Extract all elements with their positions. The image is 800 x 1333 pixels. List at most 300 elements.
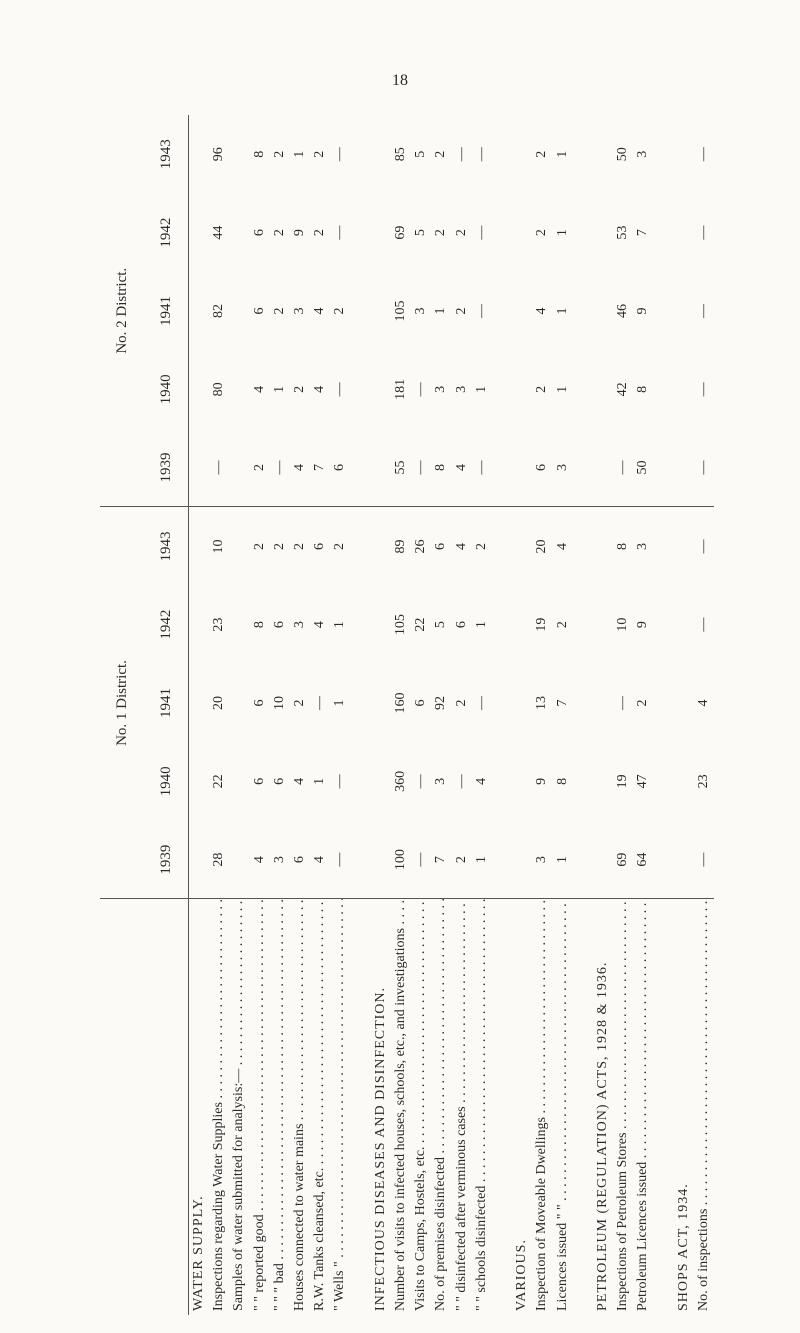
cell-d2-1941 bbox=[593, 272, 613, 350]
cell-d1-1943: 2 bbox=[292, 542, 308, 550]
cell-d1-1939 bbox=[371, 821, 391, 899]
row-label: Licences issued " " . . . bbox=[553, 899, 573, 1315]
cell-d1-1943: 6 bbox=[312, 542, 328, 550]
cell-d1-1942 bbox=[351, 585, 371, 663]
cell-d2-1941: 9 bbox=[635, 307, 651, 315]
table-row bbox=[553, 115, 573, 1315]
cell-d1-1941: 2 bbox=[635, 699, 651, 707]
cell-d2-1943: — bbox=[696, 147, 712, 162]
cell-d2-1941: 4 bbox=[312, 307, 328, 315]
table-row bbox=[593, 115, 613, 1315]
cell-d1-1941: 2 bbox=[292, 699, 308, 707]
cell-d2-1943: 2 bbox=[312, 150, 328, 158]
cell-d1-1940: 9 bbox=[534, 777, 550, 785]
cell-d1-1943 bbox=[189, 507, 210, 585]
cell-d1-1941 bbox=[512, 664, 532, 742]
cell-d2-1941 bbox=[189, 272, 210, 350]
cell-d1-1943 bbox=[654, 507, 674, 585]
table-row bbox=[250, 115, 270, 1315]
cell-d1-1942 bbox=[512, 585, 532, 663]
cell-d2-1939: 55 bbox=[391, 429, 411, 507]
row-label: Visits to Camps, Hostels, etc. . . . bbox=[411, 899, 431, 1315]
cell-d2-1940: 1 bbox=[473, 385, 489, 393]
row-label: SHOPS ACT, 1934. bbox=[675, 1183, 691, 1311]
cell-d1-1939: 1 bbox=[472, 821, 492, 899]
cell-d1-1940 bbox=[573, 742, 593, 820]
cell-d2-1942: 6 bbox=[251, 229, 267, 237]
cell-d2-1939: 4 bbox=[452, 429, 472, 507]
row-label: " " disinfected after verminous cases . . . bbox=[452, 899, 472, 1315]
row-label bbox=[573, 899, 593, 1315]
cell-d2-1939 bbox=[189, 429, 210, 507]
cell-d2-1940: 8 bbox=[635, 385, 651, 393]
cell-d1-1939 bbox=[674, 821, 694, 899]
cell-d2-1943 bbox=[654, 115, 674, 193]
cell-d2-1943: — bbox=[453, 147, 469, 162]
cell-d1-1940: 22 bbox=[211, 774, 227, 789]
cell-d1-1942: 6 bbox=[453, 621, 469, 629]
cell-d2-1941 bbox=[492, 272, 512, 350]
cell-d2-1942 bbox=[654, 193, 674, 271]
cell-d2-1941 bbox=[654, 272, 674, 350]
cell-d1-1939: 3 bbox=[532, 821, 552, 899]
row-label bbox=[351, 899, 371, 1315]
cell-d1-1941 bbox=[573, 664, 593, 742]
cell-d2-1941 bbox=[674, 272, 694, 350]
cell-d2-1942 bbox=[492, 193, 512, 271]
cell-d2-1939 bbox=[229, 429, 249, 507]
cell-d2-1941 bbox=[229, 272, 249, 350]
cell-d1-1942: 105 bbox=[393, 614, 409, 636]
cell-d2-1942: 9 bbox=[292, 229, 308, 237]
cell-d1-1939: 64 bbox=[633, 821, 653, 899]
cell-d2-1941 bbox=[573, 272, 593, 350]
cell-d2-1941: 2 bbox=[332, 307, 348, 315]
cell-d2-1943 bbox=[492, 115, 512, 193]
cell-d2-1939 bbox=[371, 429, 391, 507]
district-1-header: No. 1 District. bbox=[100, 507, 144, 899]
cell-d1-1942 bbox=[371, 585, 391, 663]
cell-d1-1940: 1 bbox=[312, 777, 328, 785]
cell-d1-1939 bbox=[229, 821, 249, 899]
cell-d1-1943 bbox=[573, 507, 593, 585]
cell-d2-1940: 3 bbox=[453, 385, 469, 393]
row-label: WATER SUPPLY. bbox=[191, 1195, 206, 1311]
cell-d2-1940: — bbox=[332, 382, 348, 397]
cell-d2-1940: 3 bbox=[433, 385, 449, 393]
cell-d1-1941: 160 bbox=[393, 692, 409, 714]
cell-d2-1943: — bbox=[332, 147, 348, 162]
page-number: 18 bbox=[392, 72, 408, 89]
cell-d2-1940: 1 bbox=[554, 385, 570, 393]
cell-d1-1942 bbox=[654, 585, 674, 663]
cell-d1-1943: 2 bbox=[271, 542, 287, 550]
cell-d1-1943: 8 bbox=[615, 542, 631, 550]
year-header-d1-1: 1940 bbox=[144, 742, 189, 820]
cell-d2-1940 bbox=[189, 350, 210, 428]
cell-d1-1940: 19 bbox=[615, 774, 631, 789]
cell-d2-1943: 1 bbox=[554, 150, 570, 158]
cell-d1-1940 bbox=[371, 742, 391, 820]
cell-d1-1943 bbox=[674, 507, 694, 585]
cell-d2-1942: 2 bbox=[534, 229, 550, 237]
cell-d2-1940 bbox=[674, 350, 694, 428]
header-blank-years bbox=[144, 899, 189, 1315]
cell-d2-1940 bbox=[593, 350, 613, 428]
row-label bbox=[492, 899, 512, 1315]
cell-d1-1943: 4 bbox=[453, 542, 469, 550]
cell-d2-1941: 1 bbox=[433, 307, 449, 315]
cell-d2-1943 bbox=[351, 115, 371, 193]
cell-d1-1939 bbox=[573, 821, 593, 899]
table-row bbox=[492, 115, 512, 1315]
cell-d2-1940 bbox=[512, 350, 532, 428]
cell-d2-1939 bbox=[573, 429, 593, 507]
cell-d1-1943: 6 bbox=[433, 542, 449, 550]
row-label: Number of visits to infected houses, schools, etc., and investigations . . . bbox=[391, 899, 411, 1315]
cell-d1-1939: — bbox=[411, 821, 431, 899]
cell-d1-1940: — bbox=[332, 774, 348, 789]
cell-d2-1939: 2 bbox=[250, 429, 270, 507]
cell-d1-1941 bbox=[189, 664, 210, 742]
cell-d2-1943: 3 bbox=[635, 150, 651, 158]
cell-d2-1943 bbox=[593, 115, 613, 193]
cell-d1-1941: 10 bbox=[271, 696, 287, 711]
cell-d2-1939: 50 bbox=[633, 429, 653, 507]
cell-d1-1941 bbox=[593, 664, 613, 742]
table-row bbox=[633, 115, 653, 1315]
cell-d1-1942: — bbox=[696, 617, 712, 632]
cell-d2-1939 bbox=[674, 429, 694, 507]
cell-d2-1941 bbox=[351, 272, 371, 350]
cell-d2-1940: — bbox=[413, 382, 429, 397]
cell-d2-1942: 7 bbox=[635, 229, 651, 237]
cell-d2-1939: 8 bbox=[431, 429, 451, 507]
row-label: VARIOUS. bbox=[514, 1239, 530, 1311]
row-label: INFECTIOUS DISEASES AND DISINFECTION. bbox=[372, 986, 388, 1311]
header-blank bbox=[100, 899, 144, 1315]
district-2-header: No. 2 District. bbox=[100, 115, 144, 507]
cell-d1-1942: 1 bbox=[473, 621, 489, 629]
cell-d2-1941: 82 bbox=[211, 304, 227, 319]
cell-d2-1939: 4 bbox=[290, 429, 310, 507]
cell-d1-1943: 2 bbox=[473, 542, 489, 550]
cell-d1-1943: 2 bbox=[251, 542, 267, 550]
cell-d2-1942: — bbox=[473, 225, 489, 240]
cell-d2-1940 bbox=[573, 350, 593, 428]
cell-d2-1942: — bbox=[332, 225, 348, 240]
cell-d2-1942: 1 bbox=[554, 229, 570, 237]
cell-d2-1940: 2 bbox=[292, 385, 308, 393]
cell-d2-1943 bbox=[229, 115, 249, 193]
row-label bbox=[654, 899, 674, 1315]
cell-d1-1943: — bbox=[696, 539, 712, 554]
cell-d1-1941 bbox=[371, 664, 391, 742]
cell-d1-1940: 23 bbox=[696, 774, 712, 789]
cell-d1-1940: — bbox=[453, 774, 469, 789]
cell-d2-1941: — bbox=[696, 304, 712, 319]
cell-d2-1940: 2 bbox=[534, 385, 550, 393]
year-header-d1-0: 1939 bbox=[144, 821, 189, 899]
cell-d2-1940: 42 bbox=[615, 382, 631, 397]
row-label: " Wells " . . . bbox=[330, 899, 350, 1315]
cell-d2-1943: 5 bbox=[413, 150, 429, 158]
row-label: R.W. Tanks cleansed, etc. . . . bbox=[310, 899, 330, 1315]
cell-d2-1939: — bbox=[270, 429, 290, 507]
cell-d1-1943 bbox=[371, 507, 391, 585]
table-row bbox=[310, 115, 330, 1315]
cell-d1-1943: 2 bbox=[332, 542, 348, 550]
row-label: No. of premises disinfected . . . bbox=[431, 899, 451, 1315]
year-header-d2-2: 1941 bbox=[144, 272, 189, 350]
table-row bbox=[573, 115, 593, 1315]
cell-d1-1942: 3 bbox=[292, 621, 308, 629]
cell-d2-1939: — bbox=[209, 429, 229, 507]
cell-d1-1942: 23 bbox=[211, 617, 227, 632]
cell-d1-1940: 6 bbox=[271, 777, 287, 785]
cell-d2-1942 bbox=[573, 193, 593, 271]
year-header-d2-0: 1939 bbox=[144, 429, 189, 507]
rotated-table-frame bbox=[100, 115, 712, 1315]
cell-d2-1941: 2 bbox=[453, 307, 469, 315]
cell-d1-1941: 7 bbox=[554, 699, 570, 707]
cell-d2-1942 bbox=[229, 193, 249, 271]
cell-d1-1940 bbox=[512, 742, 532, 820]
table-row bbox=[431, 115, 451, 1315]
cell-d2-1943: 8 bbox=[251, 150, 267, 158]
cell-d1-1941 bbox=[351, 664, 371, 742]
cell-d2-1943 bbox=[573, 115, 593, 193]
cell-d2-1939: — bbox=[411, 429, 431, 507]
cell-d1-1943 bbox=[512, 507, 532, 585]
cell-d2-1941 bbox=[371, 272, 391, 350]
cell-d1-1939: 100 bbox=[391, 821, 411, 899]
row-label: Houses connected to water mains . . . bbox=[290, 899, 310, 1315]
year-header-d1-4: 1943 bbox=[144, 507, 189, 585]
cell-d1-1940 bbox=[351, 742, 371, 820]
table-row bbox=[654, 115, 674, 1315]
cell-d1-1941 bbox=[492, 664, 512, 742]
cell-d2-1942: 2 bbox=[312, 229, 328, 237]
cell-d2-1942: 2 bbox=[453, 229, 469, 237]
cell-d2-1943: 85 bbox=[393, 147, 409, 162]
table-row bbox=[391, 115, 411, 1315]
cell-d1-1941 bbox=[229, 664, 249, 742]
table-row bbox=[371, 115, 391, 1315]
cell-d1-1940 bbox=[229, 742, 249, 820]
table-row bbox=[512, 115, 532, 1315]
cell-d2-1941: 3 bbox=[413, 307, 429, 315]
cell-d2-1940: — bbox=[696, 382, 712, 397]
cell-d1-1942: 5 bbox=[433, 621, 449, 629]
table-row bbox=[270, 115, 290, 1315]
cell-d1-1942 bbox=[573, 585, 593, 663]
cell-d1-1941: 92 bbox=[433, 696, 449, 711]
cell-d2-1939 bbox=[593, 429, 613, 507]
table-row bbox=[330, 115, 350, 1315]
cell-d1-1942: 8 bbox=[251, 621, 267, 629]
table-row bbox=[209, 115, 229, 1315]
table-row bbox=[229, 115, 249, 1315]
year-header-d2-4: 1943 bbox=[144, 115, 189, 193]
table-row bbox=[472, 115, 492, 1315]
cell-d2-1942 bbox=[674, 193, 694, 271]
cell-d2-1939: 6 bbox=[330, 429, 350, 507]
cell-d1-1943: 26 bbox=[413, 539, 429, 554]
table-row bbox=[351, 115, 371, 1315]
cell-d1-1941: — bbox=[473, 696, 489, 711]
cell-d2-1940: 80 bbox=[211, 382, 227, 397]
cell-d2-1939: — bbox=[694, 429, 714, 507]
cell-d1-1942: 10 bbox=[615, 617, 631, 632]
cell-d1-1939: 1 bbox=[553, 821, 573, 899]
cell-d1-1939: 3 bbox=[270, 821, 290, 899]
table-row bbox=[290, 115, 310, 1315]
cell-d1-1939 bbox=[512, 821, 532, 899]
cell-d2-1940 bbox=[229, 350, 249, 428]
row-label: Petroleum Licences issued . . . bbox=[633, 899, 653, 1315]
cell-d2-1943 bbox=[189, 115, 210, 193]
cell-d2-1939: — bbox=[613, 429, 633, 507]
cell-d1-1939 bbox=[351, 821, 371, 899]
cell-d1-1941: — bbox=[615, 696, 631, 711]
cell-d1-1942 bbox=[229, 585, 249, 663]
cell-d1-1939: 28 bbox=[209, 821, 229, 899]
cell-d1-1942: 9 bbox=[635, 621, 651, 629]
cell-d2-1942: 53 bbox=[615, 225, 631, 240]
cell-d1-1940: 4 bbox=[473, 777, 489, 785]
cell-d1-1942: 4 bbox=[312, 621, 328, 629]
year-header-d1-2: 1941 bbox=[144, 664, 189, 742]
cell-d2-1943: 96 bbox=[211, 147, 227, 162]
cell-d2-1942: — bbox=[696, 225, 712, 240]
cell-d1-1941 bbox=[674, 664, 694, 742]
cell-d1-1942: 19 bbox=[534, 617, 550, 632]
cell-d2-1939: 3 bbox=[553, 429, 573, 507]
cell-d2-1942: 5 bbox=[413, 229, 429, 237]
cell-d2-1940 bbox=[371, 350, 391, 428]
row-label: Inspections of Petroleum Stores . . . bbox=[613, 899, 633, 1315]
cell-d2-1942 bbox=[512, 193, 532, 271]
cell-d1-1941: 13 bbox=[534, 696, 550, 711]
table-row bbox=[613, 115, 633, 1315]
cell-d1-1943 bbox=[492, 507, 512, 585]
cell-d1-1940 bbox=[654, 742, 674, 820]
cell-d1-1940: 6 bbox=[251, 777, 267, 785]
year-header-d2-1: 1940 bbox=[144, 350, 189, 428]
table-row bbox=[532, 115, 552, 1315]
cell-d1-1941: 6 bbox=[413, 699, 429, 707]
cell-d1-1939 bbox=[593, 821, 613, 899]
table-row bbox=[694, 115, 714, 1315]
cell-d2-1941: 6 bbox=[251, 307, 267, 315]
cell-d2-1940 bbox=[351, 350, 371, 428]
table-row bbox=[189, 115, 210, 1315]
cell-d1-1943 bbox=[351, 507, 371, 585]
cell-d1-1942: 6 bbox=[271, 621, 287, 629]
cell-d2-1941: 105 bbox=[393, 300, 409, 322]
cell-d1-1940 bbox=[189, 742, 210, 820]
cell-d1-1941: 20 bbox=[211, 696, 227, 711]
year-header-d2-3: 1942 bbox=[144, 193, 189, 271]
cell-d2-1942: 69 bbox=[393, 225, 409, 240]
cell-d1-1940 bbox=[492, 742, 512, 820]
cell-d2-1939 bbox=[512, 429, 532, 507]
cell-d2-1939: 6 bbox=[532, 429, 552, 507]
cell-d2-1939 bbox=[492, 429, 512, 507]
cell-d2-1943 bbox=[371, 115, 391, 193]
cell-d2-1943: 50 bbox=[615, 147, 631, 162]
cell-d2-1939 bbox=[654, 429, 674, 507]
cell-d1-1943: 10 bbox=[211, 539, 227, 554]
cell-d1-1939: — bbox=[694, 821, 714, 899]
cell-d2-1941: 2 bbox=[271, 307, 287, 315]
cell-d1-1943: 20 bbox=[534, 539, 550, 554]
cell-d1-1939: 4 bbox=[250, 821, 270, 899]
cell-d1-1942 bbox=[674, 585, 694, 663]
cell-d1-1942 bbox=[492, 585, 512, 663]
cell-d2-1939: — bbox=[472, 429, 492, 507]
cell-d1-1940: 4 bbox=[292, 777, 308, 785]
cell-d2-1940: 4 bbox=[251, 385, 267, 393]
row-label: PETROLEUM (REGULATION) ACTS, 1928 & 1936. bbox=[595, 961, 611, 1311]
cell-d2-1940: 4 bbox=[312, 385, 328, 393]
cell-d1-1940: 47 bbox=[635, 774, 651, 789]
cell-d1-1941: 1 bbox=[332, 699, 348, 707]
year-header-d1-3: 1942 bbox=[144, 585, 189, 663]
cell-d1-1939: 2 bbox=[452, 821, 472, 899]
cell-d2-1942 bbox=[351, 193, 371, 271]
cell-d1-1939: 4 bbox=[310, 821, 330, 899]
cell-d1-1942: 1 bbox=[332, 621, 348, 629]
cell-d1-1943: 3 bbox=[635, 542, 651, 550]
cell-d1-1939: 7 bbox=[431, 821, 451, 899]
cell-d1-1942 bbox=[189, 585, 210, 663]
cell-d2-1940: 181 bbox=[393, 378, 409, 400]
cell-d1-1943 bbox=[229, 507, 249, 585]
cell-d2-1943 bbox=[512, 115, 532, 193]
cell-d2-1942 bbox=[371, 193, 391, 271]
cell-d1-1941: 2 bbox=[453, 699, 469, 707]
cell-d1-1939 bbox=[189, 821, 210, 899]
cell-d2-1943: — bbox=[473, 147, 489, 162]
sanitary-statistics-table bbox=[100, 115, 714, 1315]
cell-d1-1940 bbox=[593, 742, 613, 820]
row-label: Inspections regarding Water Supplies . . . bbox=[209, 899, 229, 1315]
cell-d1-1941 bbox=[654, 664, 674, 742]
cell-d1-1941: — bbox=[312, 696, 328, 711]
row-label: " " " bad . . . bbox=[270, 899, 290, 1315]
cell-d1-1940: 360 bbox=[393, 770, 409, 792]
cell-d2-1943: 2 bbox=[271, 150, 287, 158]
row-label: No. of inspections . . . bbox=[694, 899, 714, 1315]
cell-d1-1943 bbox=[593, 507, 613, 585]
cell-d2-1941: — bbox=[473, 304, 489, 319]
cell-d2-1943 bbox=[674, 115, 694, 193]
cell-d1-1942: 2 bbox=[554, 621, 570, 629]
cell-d1-1942: 22 bbox=[413, 617, 429, 632]
cell-d2-1943: 2 bbox=[534, 150, 550, 158]
cell-d1-1943: 4 bbox=[554, 542, 570, 550]
cell-d2-1939 bbox=[351, 429, 371, 507]
row-label: Samples of water submitted for analysis:— . . . bbox=[229, 899, 249, 1315]
cell-d1-1942 bbox=[593, 585, 613, 663]
cell-d2-1943: 2 bbox=[433, 150, 449, 158]
cell-d2-1940: 1 bbox=[271, 385, 287, 393]
cell-d2-1940 bbox=[492, 350, 512, 428]
cell-d2-1941: 3 bbox=[292, 307, 308, 315]
cell-d2-1941: 1 bbox=[554, 307, 570, 315]
